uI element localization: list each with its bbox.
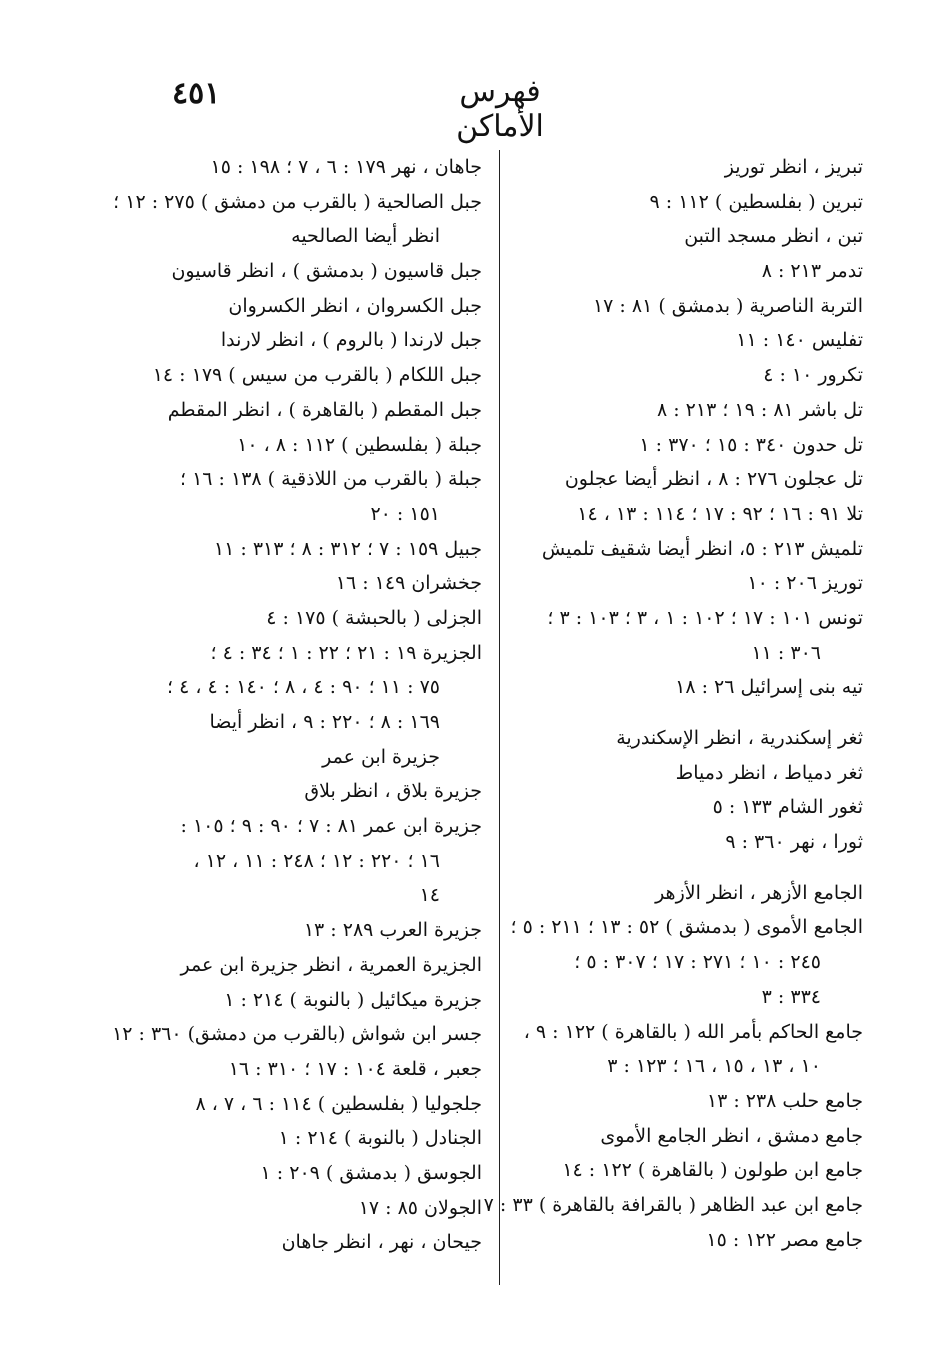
index-entry: تلميش ٢١٣ : ٥، انظر أيضا شقيف تلميش <box>541 537 863 560</box>
index-entry: ١٥١ : ٢٠ <box>370 502 440 525</box>
index-entry: جاهان ، نهر ١٧٩ : ٦ ، ٧ ؛ ١٩٨ : ١٥ <box>210 156 482 178</box>
index-entry: الجوسق ( بدمشق ) ٢٠٩ : ١ <box>260 1161 482 1184</box>
index-entry: تكرور ١٠ : ٤ <box>763 364 863 387</box>
index-entry: جامع حلب ٢٣٨ : ١٣ <box>706 1089 863 1112</box>
index-entry: الجولان ٨٥ : ١٧ <box>358 1196 482 1219</box>
index-entry: جبل الصالحية ( بالقرب من دمشق ) ٢٧٥ : ١٢ ؛ <box>113 190 482 213</box>
index-entry: ١٠ ، ١٣ ، ١٥ ، ١٦ ؛ ١٢٣ : ٣ <box>607 1055 821 1078</box>
index-entry: انظر أيضا الصالحيه <box>291 225 440 248</box>
index-column-right <box>483 150 863 1257</box>
index-entry: جزيرة ميكائيل ( بالنوبة ) ٢١٤ : ١ <box>224 988 482 1011</box>
index-entry: جبيل ١٥٩ : ٧ ؛ ٣١٢ : ٨ ؛ ٣١٣ : ١١ <box>213 537 482 560</box>
index-entry: ١٦٩ : ٨ ؛ ٢٢٠ : ٩ ، انظر أيضا <box>209 711 440 733</box>
index-entry: تل حدون ٣٤٠ : ١٥ ؛ ٣٧٠ : ١ <box>639 433 863 456</box>
index-entry: جزيرة ابن عمر <box>322 745 440 768</box>
index-entry: تفليس ١٤٠ : ١١ <box>736 329 863 352</box>
index-entry: جامع مصر ١٢٢ : ١٥ <box>706 1228 863 1251</box>
index-entry: جزيرة بلاق ، انظر بلاق <box>304 780 482 803</box>
index-entry: جامع ابن طولون ( بالقاهرة ) ١٢٢ : ١٤ <box>562 1159 863 1182</box>
index-entry: جامع ابن عبد الظاهر ( بالقرافة بالقاهرة ) ٣٣ : ٧ <box>483 1193 863 1216</box>
index-entry: جيحان ، نهر ، انظر جاهان <box>281 1231 482 1254</box>
index-column-left <box>112 150 482 1260</box>
index-entry: تونس ١٠١ : ١٧ ؛ ١٠٢ : ١ ، ٣ ؛ ١٠٣ : ٣ ؛ <box>547 606 863 629</box>
index-entry: الجزيرة ١٩ : ٢١ ؛ ٢٢ : ١ ؛ ٣٤ : ٤ ؛ <box>210 641 482 664</box>
index-entry: تل عجلون ٢٧٦ : ٨ ، انظر أيضا عجلون <box>564 468 863 491</box>
index-entry: تلا ٩١ : ١٦ ؛ ٩٢ : ١٧ ؛ ١١٤ : ١٣ ، ١٤ <box>577 502 863 525</box>
index-entry: ٣٣٤ : ٣ <box>761 985 821 1008</box>
index-entry: جامع دمشق ، انظر الجامع الأموى <box>600 1124 863 1147</box>
index-entry: ١٦ ؛ ٢٢٠ : ١٢ ؛ ٢٤٨ : ١١ ، ١٢ ، <box>193 849 440 872</box>
index-entry: ثورا ، نهر ٣٦٠ : ٩ <box>725 831 863 854</box>
index-entry: ثغور الشام ١٣٣ : ٥ <box>712 796 863 819</box>
index-entry: ٣٠٦ : ١١ <box>751 641 821 664</box>
index-entry: تبرين ( بفلسطين ) ١١٢ : ٩ <box>649 190 863 213</box>
index-entry: تبريز ، انظر توريز <box>724 156 863 178</box>
index-entry: الجزيرة العمرية ، انظر جزيرة ابن عمر <box>180 953 482 976</box>
index-entry: الجامع الأموى ( بدمشق ) ٥٢ : ١٣ ؛ ٢١١ : ٥ ؛ <box>510 916 863 939</box>
index-entry: ثغر دمياط ، انظر دمياط <box>675 761 863 784</box>
index-entry: ٧٥ : ١١ ؛ ٩٠ : ٤ ، ٨ ؛ ١٤٠ : ٤ ، ٤ ؛ <box>167 676 440 699</box>
index-entry: جخشران ١٤٩ : ١٦ <box>335 572 482 595</box>
index-entry: جعبر ، قلعة ١٠٤ : ١٧ ؛ ٣١٠ : ١٦ <box>228 1057 482 1080</box>
index-entry: الجنادل ( بالنوبة ) ٢١٤ : ١ <box>278 1127 482 1150</box>
index-entry: تل باشر ٨١ : ١٩ ؛ ٢١٣ : ٨ <box>656 398 863 421</box>
index-entry: الجزلى ( بالحبشة ) ١٧٥ : ٤ <box>266 606 482 629</box>
index-entry: التربة الناصرية ( بدمشق ) ٨١ : ١٧ <box>592 294 863 317</box>
index-entry: ثغر إسكندرية ، انظر الإسكندرية <box>616 727 863 749</box>
index-entry: توريز ٢٠٦ : ١٠ <box>747 572 863 595</box>
index-entry: جامع الحاكم بأمر الله ( بالقاهرة ) ١٢٢ : ٩ ، <box>523 1020 863 1043</box>
column-divider <box>499 150 500 1285</box>
index-entry: جبل لارندا ( بالروم ) ، انظر لارندا <box>220 329 482 352</box>
index-entry: جبلة ( بفلسطين ) ١١٢ : ٨ ، ١٠ <box>237 433 482 456</box>
page-number: ٤٥١ <box>172 76 221 111</box>
index-entry: جبلة ( بالقرب من اللاذقية ) ١٣٨ : ١٦ ؛ <box>180 468 482 491</box>
page-title: فهرس الأماكن <box>456 74 544 144</box>
index-entry: تدمر ٢١٣ : ٨ <box>761 260 863 283</box>
index-entry: جبل الكسروان ، انظر الكسروان <box>228 294 482 317</box>
index-entry: جسر ابن شواش (بالقرب من دمشق) ٣٦٠ : ١٢ <box>112 1023 482 1046</box>
index-entry: تيه بنى إسرائيل ٢٦ : ١٨ <box>675 676 863 699</box>
index-entry: جزيرة ابن عمر ٨١ : ٧ ؛ ٩٠ : ٩ ؛ ١٠٥ : <box>180 815 482 838</box>
index-entry: الجامع الأزهر ، انظر الأزهر <box>655 881 863 904</box>
index-entry: جبل اللكام ( بالقرب من سيس ) ١٧٩ : ١٤ <box>152 364 482 387</box>
index-entry: جبل قاسيون ( بدمشق ) ، انظر قاسيون <box>171 260 482 283</box>
index-entry: ١٤ <box>419 884 440 907</box>
index-entry: ٢٤٥ : ١٠ ؛ ٢٧١ : ١٧ ؛ ٣٠٧ : ٥ ؛ <box>574 951 821 974</box>
index-entry: جلجوليا ( بفلسطين ) ١١٤ : ٦ ، ٧ ، ٨ <box>195 1092 482 1115</box>
index-entry: تبن ، انظر مسجد التبن <box>684 225 863 248</box>
index-entry: جبل المقطم ( بالقاهرة ) ، انظر المقطم <box>167 398 482 421</box>
index-entry: جزيرة العرب ٢٨٩ : ١٣ <box>303 919 482 942</box>
